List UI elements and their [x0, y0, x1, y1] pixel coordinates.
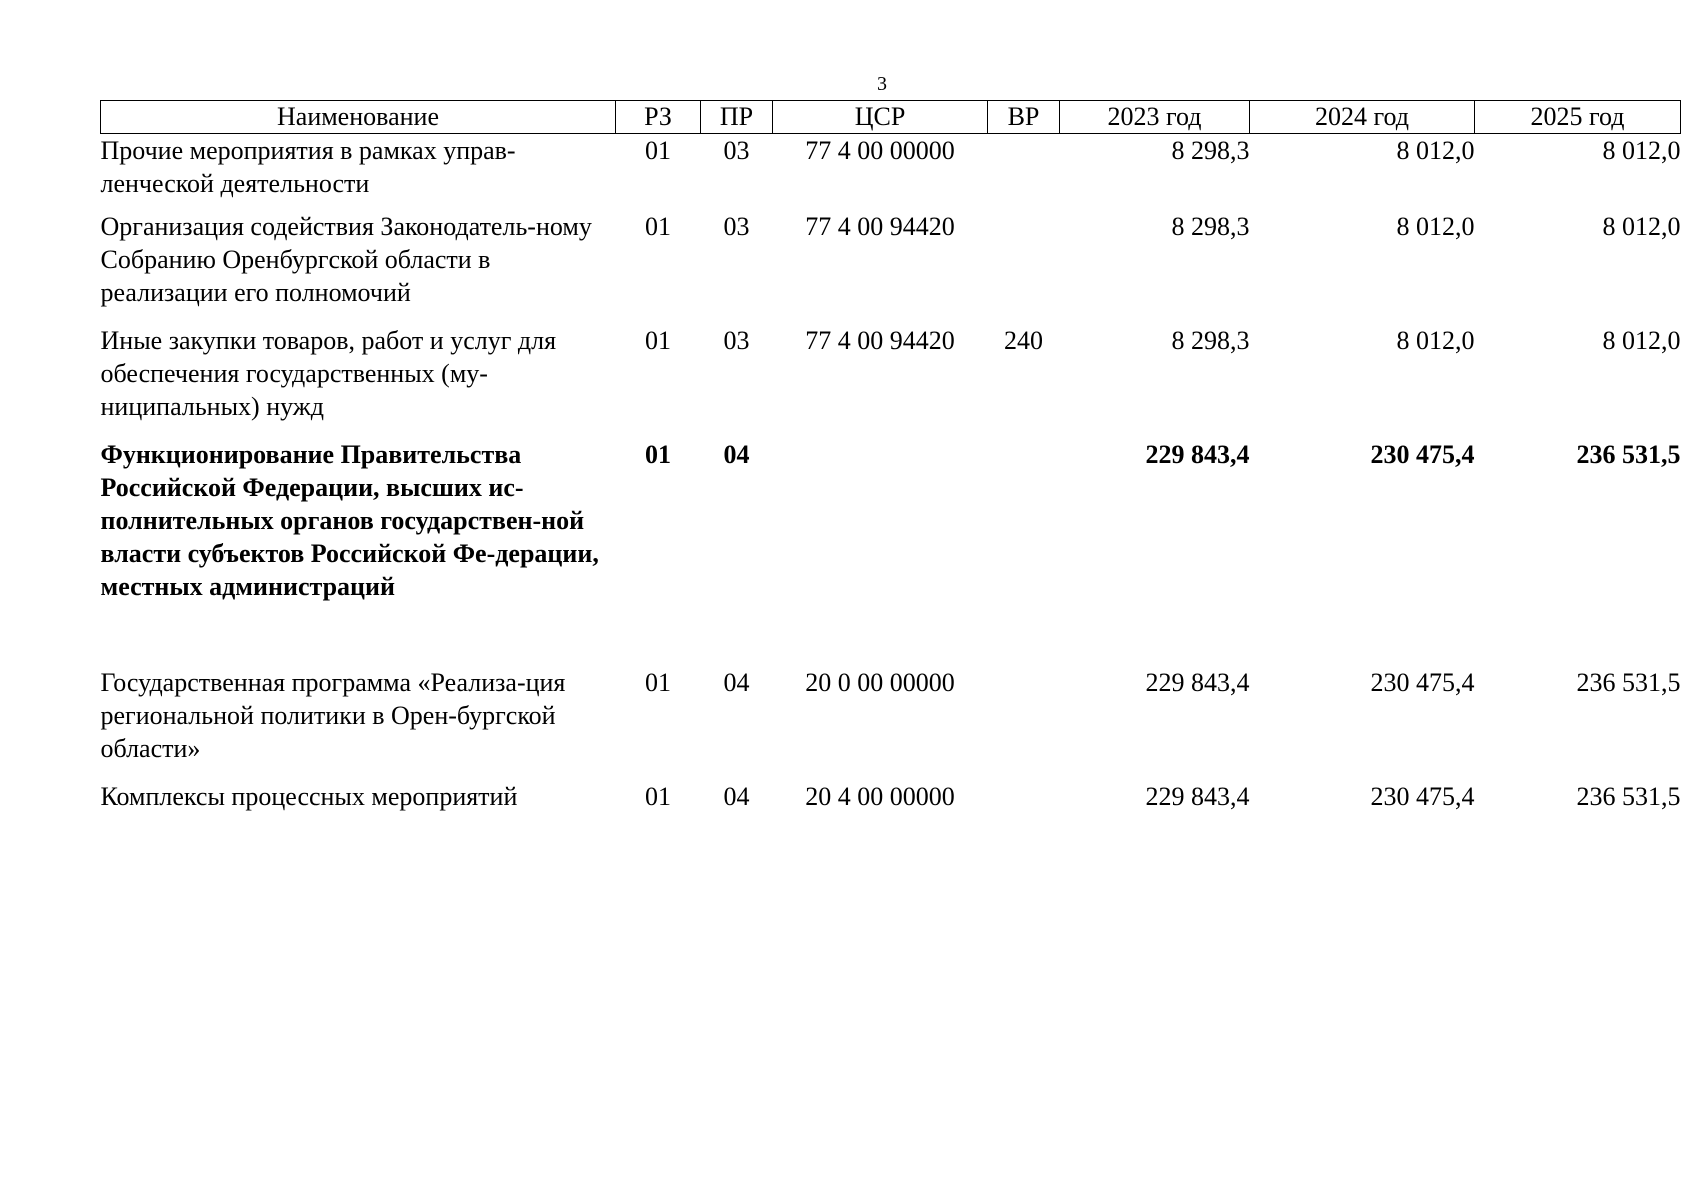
row-2025: 8 012,0 — [1602, 136, 1681, 165]
row-pr: 04 — [723, 440, 750, 469]
row-rz: 01 — [645, 326, 671, 355]
table-row — [101, 134, 1681, 211]
row-2023: 229 843,4 — [1145, 782, 1250, 811]
row-2025: 236 531,5 — [1576, 668, 1681, 697]
row-2024: 230 475,4 — [1370, 782, 1475, 811]
header-2023: 2023 год — [1060, 101, 1250, 134]
header-vr: ВР — [988, 101, 1060, 134]
row-pr: 03 — [723, 136, 750, 165]
row-pr: 03 — [723, 326, 750, 355]
row-rz: 01 — [645, 668, 671, 697]
header-2025: 2025 год — [1475, 101, 1681, 134]
row-csr: 20 0 00 00000 — [805, 668, 955, 697]
row-2023: 229 843,4 — [1145, 668, 1250, 697]
row-vr — [988, 438, 1060, 666]
row-pr: 04 — [723, 782, 750, 811]
row-2024: 8 012,0 — [1396, 136, 1475, 165]
row-vr — [988, 134, 1060, 211]
table-row — [101, 438, 1681, 666]
row-2025: 236 531,5 — [1576, 440, 1681, 469]
row-csr: 77 4 00 00000 — [805, 136, 955, 165]
header-name: Наименование — [101, 101, 616, 134]
row-name: Функционирование Правительства Российской Федерации, высших ис-полнительных органов государствен-ной власти субъектов Российской Фе-дерации, местных администраций — [100, 440, 599, 601]
row-2023: 8 298,3 — [1171, 326, 1250, 355]
row-name: Комплексы процессных мероприятий — [100, 782, 518, 811]
row-vr — [988, 210, 1060, 324]
row-2025: 236 531,5 — [1576, 782, 1681, 811]
row-2023: 229 843,4 — [1145, 440, 1250, 469]
row-rz: 01 — [645, 440, 671, 469]
row-vr — [988, 780, 1060, 820]
row-2024: 8 012,0 — [1396, 326, 1475, 355]
row-rz: 01 — [645, 136, 671, 165]
row-2024: 230 475,4 — [1370, 668, 1475, 697]
table-row — [101, 210, 1681, 324]
row-2025: 8 012,0 — [1602, 212, 1681, 241]
row-name: Организация содействия Законодатель-ному Собранию Оренбургской области в реализации его полномочий — [100, 212, 592, 307]
row-csr: 20 4 00 00000 — [805, 782, 955, 811]
row-rz: 01 — [645, 782, 671, 811]
row-name: Иные закупки товаров, работ и услуг для обеспечения государственных (му-ниципальных) нужд — [100, 326, 557, 421]
row-pr: 03 — [723, 212, 750, 241]
row-2025: 8 012,0 — [1602, 326, 1681, 355]
table-row — [101, 666, 1681, 780]
header-pr: ПР — [701, 101, 773, 134]
row-rz: 01 — [645, 212, 671, 241]
table-header-row — [101, 101, 1681, 134]
row-vr: 240 — [1004, 326, 1043, 355]
row-csr: 77 4 00 94420 — [805, 326, 955, 355]
row-name: Государственная программа «Реализа-ция региональной политики в Орен-бургской области» — [100, 668, 566, 763]
header-2024: 2024 год — [1250, 101, 1475, 134]
table-row — [101, 324, 1681, 438]
row-2024: 230 475,4 — [1370, 440, 1475, 469]
row-csr — [773, 438, 988, 666]
table-row — [101, 780, 1681, 820]
row-vr — [988, 666, 1060, 780]
row-csr: 77 4 00 94420 — [805, 212, 955, 241]
row-name: Прочие мероприятия в рамках управ-ленческой деятельности — [100, 136, 516, 198]
row-2024: 8 012,0 — [1396, 212, 1475, 241]
header-rz: РЗ — [616, 101, 701, 134]
budget-table — [100, 100, 1681, 820]
row-pr: 04 — [723, 668, 750, 697]
page-number: 3 — [877, 73, 887, 95]
row-2023: 8 298,3 — [1171, 212, 1250, 241]
row-2023: 8 298,3 — [1171, 136, 1250, 165]
header-csr: ЦСР — [773, 101, 988, 134]
